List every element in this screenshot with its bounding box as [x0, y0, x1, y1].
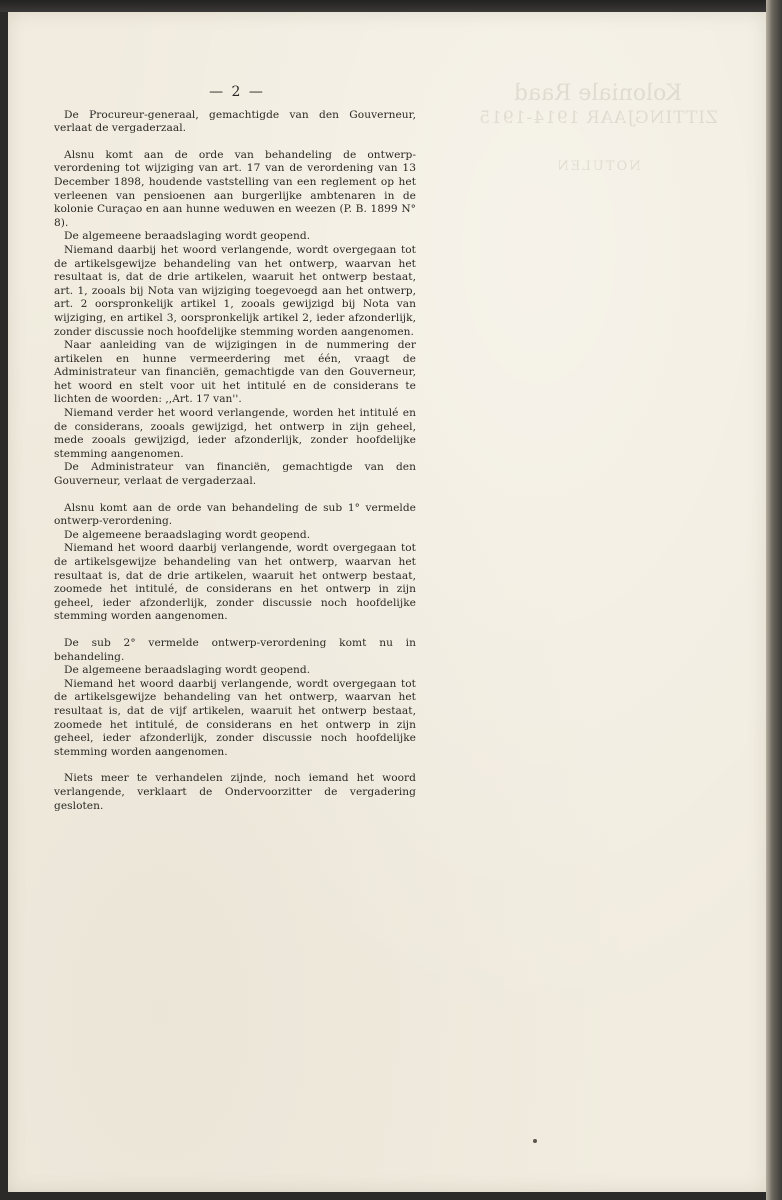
bleed-line-2: ZITTINGJAAR 1914-1915	[478, 107, 718, 128]
paragraph: De Procureur-generaal, gemachtigde van den Gouverneur, verlaat de vergaderzaal.	[54, 108, 416, 135]
paragraph: Alsnu komt aan de orde van behandeling de ontwerp-verordening tot wijziging van art. 17 van de verordening van 13 December 1898, houdende vaststelling van een reglement op het verleenen van pensioenen aan burgerlijke ambtenaren in de kolonie Curaçao en aan hunne weduwen en weezen (P. B. 1899 N° 8).	[54, 148, 416, 229]
paragraph: Niemand het woord daarbij verlangende, wordt overgegaan tot de artikelsgewijze behandeling van het ontwerp, waarvan het resultaat is, dat de vijf artikelen, waaruit het ontwerp bestaat, zoomede het intitulé, de considerans en het ontwerp in zijn geheel, ieder afzonderlijk, zonder discussie noch hoofdelijke stemming worden aangenomen.	[54, 677, 416, 758]
document-body	[54, 86, 416, 813]
paragraph: Niemand verder het woord verlangende, worden het intitulé en de considerans, zooals gewijzigd, het ontwerp in zijn geheel, mede zooals gewijzigd, ieder afzonderlijk, zonder hoofdelijke stemming aangenomen.	[54, 407, 416, 460]
scan-background-top	[0, 0, 782, 12]
paragraph: De algemeene beraadslaging wordt geopend.	[64, 664, 311, 677]
bleed-line-1: Koloniale Raad	[513, 81, 683, 106]
page-number: — 2 —	[209, 84, 265, 100]
paragraph: Naar aanleiding van de wijzigingen in de nummering der artikelen en hunne vermeerdering met één, vraagt de Administrateur van financiën, gemachtigde van den Gouverneur, het woord en stelt voor uit het intitulé en de considerans te lichten de woorden: ,,Art. 17 van''.	[54, 339, 416, 406]
scan-right-edge	[766, 0, 782, 1200]
paragraph: Alsnu komt aan de orde van behandeling de sub 1° vermelde ontwerp-verordening.	[54, 501, 416, 528]
speck-mark	[533, 1139, 537, 1143]
paragraph: Niets meer te verhandelen zijnde, noch iemand het woord verlangende, verklaart de Ondervoorzitter de vergadering gesloten.	[54, 772, 416, 812]
paragraph: Niemand het woord daarbij verlangende, wordt overgegaan tot de artikelsgewijze behandeling van het ontwerp, waarvan het resultaat is, dat de drie artikelen, waaruit het ontwerp bestaat, zoomede het intitulé, de considerans en het ontwerp in zijn geheel, ieder afzonderlijk, zonder discussie noch hoofdelijke stemming worden aangenomen.	[54, 542, 416, 623]
paragraph: De sub 2° vermelde ontwerp-verordening komt nu in behandeling.	[54, 636, 416, 663]
paragraph: De algemeene beraadslaging wordt geopend.	[64, 230, 311, 243]
paragraph: De algemeene beraadslaging wordt geopend.	[64, 528, 311, 541]
paragraph-list	[54, 109, 416, 814]
paragraph: De Administrateur van financiën, gemachtigde van den Gouverneur, verlaat de vergaderzaal.	[54, 461, 416, 488]
paragraph: Niemand daarbij het woord verlangende, wordt overgegaan tot de artikelsgewijze behandeling van het ontwerp, waarvan het resultaat is, dat de drie artikelen, waaruit het ontwerp bestaat, art. 1, zooals bij Nota van wijziging toegevoegd aan het ontwerp, art. 2 oorspronkelijk artikel 1, zooals gewijzigd bij Nota van wijziging, en artikel 3, oorspronkelijk artikel 2, ieder afzonderlijk, zonder discussie noch hoofdelijke stemming worden aangenomen.	[54, 243, 416, 338]
bleed-through-text	[478, 80, 718, 175]
bleed-line-3: NOTULEN	[555, 158, 641, 174]
